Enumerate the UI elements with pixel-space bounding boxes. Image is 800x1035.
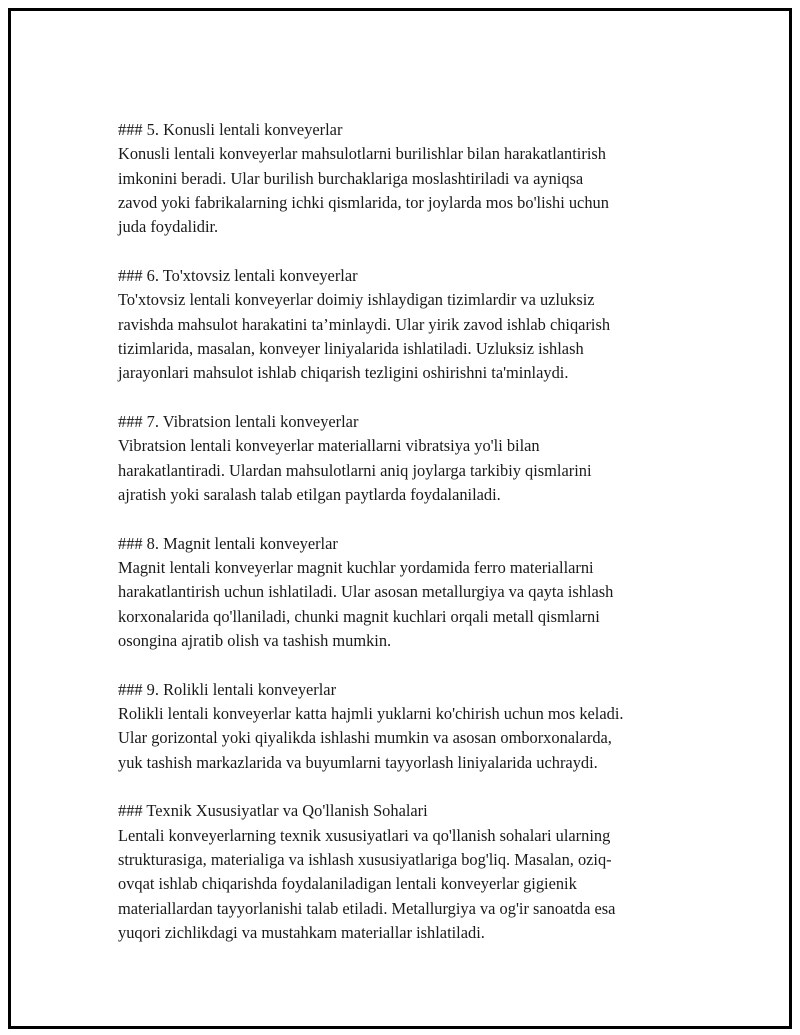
paragraph-line: ajratish yoki saralash talab etilgan paytlarda foydalaniladi. <box>118 484 501 504</box>
paragraph-line: strukturasiga, materialiga va ishlash xususiyatlariga bog'liq. Masalan, oziq- <box>118 849 612 869</box>
paragraph-line: imkonini beradi. Ular burilish burchaklariga moslashtiriladi va ayniqsa <box>118 168 584 188</box>
paragraph-line: jarayonlari mahsulot ishlab chiqarish tezligini oshirishni ta'minlaydi. <box>118 363 569 383</box>
section-vibratsion <box>118 410 698 507</box>
document-body <box>118 118 698 970</box>
paragraph-line: Konusli lentali konveyerlar mahsulotlarni burilishlar bilan harakatlantirish <box>118 144 606 164</box>
section-heading: ### 5. Konusli lentali konveyerlar <box>118 120 343 139</box>
section-heading: ### 7. Vibratsion lentali konveyerlar <box>118 411 359 431</box>
section-texnik-xususiyatlar <box>118 799 698 945</box>
section-heading: ### 6. To'xtovsiz lentali konveyerlar <box>118 265 358 285</box>
paragraph-line: juda foydalidir. <box>118 217 219 237</box>
paragraph-line: ravishda mahsulot harakatini ta’minlaydi. Ular yirik zavod ishlab chiqarish <box>118 314 611 334</box>
paragraph-line: ovqat ishlab chiqarishda foydalaniladigan lentali konveyerlar gigienik <box>118 874 577 894</box>
paragraph-line: Ular gorizontal yoki qiyalikda ishlashi mumkin va asosan omborxonalarda, <box>118 728 612 748</box>
paragraph-line: Magnit lentali konveyerlar magnit kuchlar yordamida ferro materiallarni <box>118 557 594 577</box>
paragraph-line: To'xtovsiz lentali konveyerlar doimiy ishlaydigan tizimlardir va uzluksiz <box>118 290 595 310</box>
section-toxtovsiz <box>118 264 698 385</box>
paragraph-line: Lentali konveyerlarning texnik xususiyatlari va qo'llanish sohalari ularning <box>118 825 611 845</box>
section-heading: ### 8. Magnit lentali konveyerlar <box>118 533 338 553</box>
paragraph-line: Vibratsion lentali konveyerlar materiallarni vibratsiya yo'li bilan <box>118 436 540 456</box>
paragraph-line: yuk tashish markazlarida va buyumlarni tayyorlash liniyalarida uchraydi. <box>118 752 598 772</box>
section-magnit <box>118 532 698 653</box>
paragraph-line: harakatlantirish uchun ishlatiladi. Ular asosan metallurgiya va qayta ishlash <box>118 582 614 602</box>
paragraph-line: yuqori zichlikdagi va mustahkam materiallar ishlatiladi. <box>118 922 485 942</box>
paragraph-line: Rolikli lentali konveyerlar katta hajmli yuklarni ko'chirish uchun mos keladi. <box>118 703 624 723</box>
section-rolikli <box>118 678 698 775</box>
paragraph-line: osongina ajratib olish va tashish mumkin. <box>118 630 392 650</box>
section-heading: ### 9. Rolikli lentali konveyerlar <box>118 679 337 699</box>
paragraph-line: korxonalarida qo'llaniladi, chunki magnit kuchlari orqali metall qismlarni <box>118 606 600 626</box>
paragraph-line: harakatlantiradi. Ulardan mahsulotlarni aniq joylarga tarkibiy qismlarini <box>118 460 592 480</box>
paragraph-line: tizimlarida, masalan, konveyer liniyalarida ishlatiladi. Uzluksiz ishlash <box>118 338 584 358</box>
paragraph-line: zavod yoki fabrikalarning ichki qismlarida, tor joylarda mos bo'lishi uchun <box>118 192 609 212</box>
paragraph-line: materiallardan tayyorlanishi talab etiladi. Metallurgiya va og'ir sanoatda esa <box>118 898 616 918</box>
section-konusli <box>118 118 698 239</box>
section-heading: ### Texnik Xususiyatlar va Qo'llanish Sohalari <box>118 801 428 821</box>
